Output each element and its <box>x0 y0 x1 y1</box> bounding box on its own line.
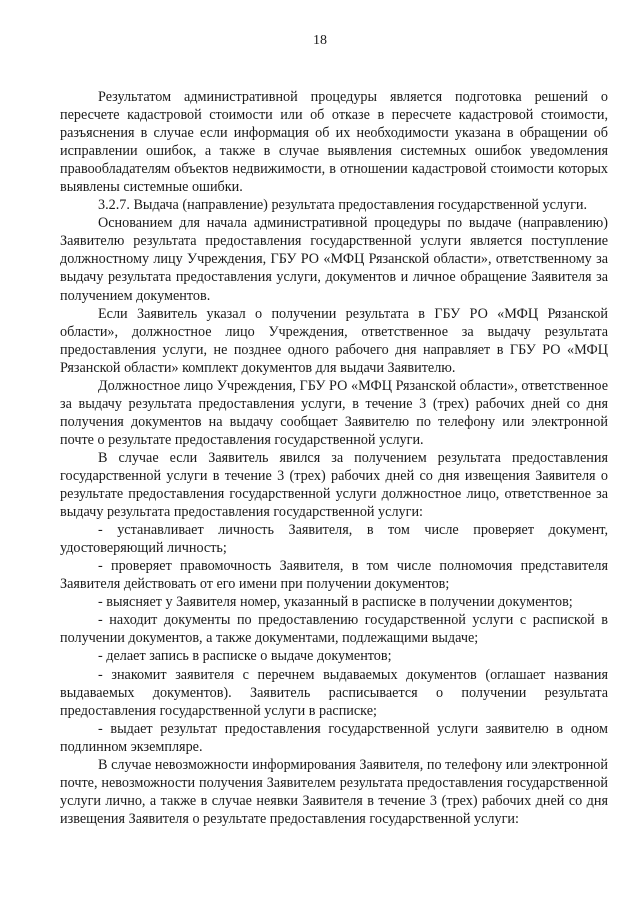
list-item: - выясняет у Заявителя номер, указанный в расписке в получении документов; <box>98 594 573 611</box>
list-item: - устанавливает личность Заявителя, в том числе проверяет документ, удостоверяющий личность; <box>60 522 608 557</box>
section-heading: 3.2.7. Выдача (направление) результата предоставления государственной услуги. <box>98 197 588 214</box>
document-body <box>60 88 608 828</box>
paragraph: Должностное лицо Учреждения, ГБУ РО «МФЦ Рязанской области», ответственное за выдачу результата предоставления услуги, в течение 3 (трех) рабочих дней со дня получения документов на выдачу сообщает Заявителю по телефону или электронной почте о результате предоставления государственной услуги. <box>60 377 608 448</box>
list-item: - знакомит заявителя с перечнем выдаваемых документов (оглашает названия выдаваемых документов). Заявитель расписывается о получении результата предоставления государственной услуги в расписке; <box>60 666 608 719</box>
paragraph: Результатом административной процедуры является подготовка решений о пересчете кадастровой стоимости или об отказе в пересчете кадастровой стоимости, разъяснения в случае если информация об их необходимости указана в обращении об исправлении ошибок, а также в случае выявления системных ошибок уведомления правообладателям объектов недвижимости, в отношении кадастровой стоимости которых выявлены системные ошибки. <box>60 89 608 196</box>
list-item: - находит документы по предоставлению государственной услуги с распиской в получении документов, а также документами, подлежащими выдаче; <box>60 612 608 647</box>
list-item: - проверяет правомочность Заявителя, в том числе полномочия представителя Заявителя действовать от его имени при получении документов; <box>60 558 608 593</box>
paragraph: В случае невозможности информирования Заявителя, по телефону или электронной почте, невозможности получения Заявителем результата предоставления государственной услуги лично, а также в случае неявки Заявителя в течение 3 (трех) рабочих дней со дня извещения Заявителя о результате предоставления государственной услуги: <box>60 756 608 827</box>
page-number: 18 <box>313 33 327 48</box>
paragraph: Если Заявитель указал о получении результата в ГБУ РО «МФЦ Рязанской области», должностное лицо Учреждения, ответственное за выдачу результата предоставления услуги, не позднее одного рабочего дня направляет в ГБУ РО «МФЦ Рязанской области» комплект документов для выдачи Заявителю. <box>60 305 608 376</box>
list-item: - выдает результат предоставления государственной услуги заявителю в одном подлинном экземпляре. <box>60 720 608 755</box>
list-item: - делает запись в расписке о выдаче документов; <box>98 648 392 665</box>
paragraph: Основанием для начала административной процедуры по выдаче (направлению) Заявителю результата предоставления государственной услуги является поступление должностному лицу Учреждения, ГБУ РО «МФЦ Рязанской области», ответственному за выдачу результата предоставления услуги, документов и личное обращение Заявителя за получением документов. <box>60 215 608 304</box>
paragraph: В случае если Заявитель явился за получением результата предоставления государственной услуги в течение 3 (трех) рабочих дней со дня извещения Заявителя о результате предоставления государственной услуги должностное лицо, ответственное за выдачу результата предоставления государственной услуги: <box>60 449 608 521</box>
